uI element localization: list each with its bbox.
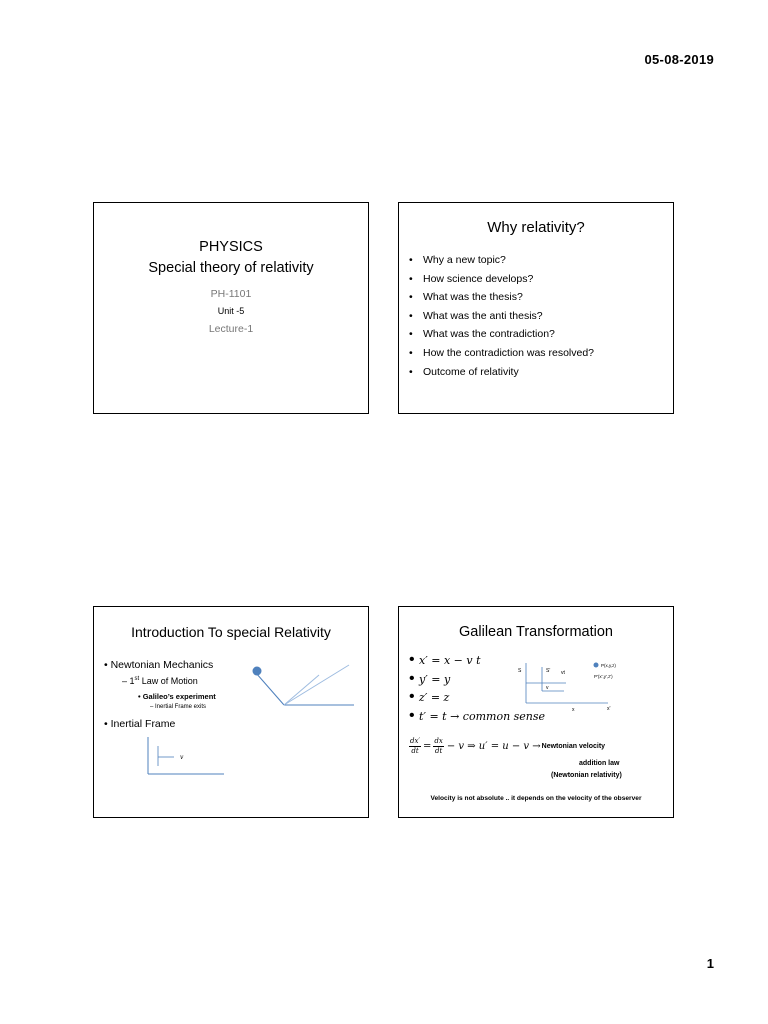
vt-label: vt bbox=[561, 670, 565, 676]
ramp-down-line bbox=[256, 673, 284, 705]
sub-bullet-inertial-exists: – Inertial Frame exits bbox=[150, 704, 207, 710]
derivation-rest: − v ⇒ u′ = u − v → bbox=[446, 741, 541, 752]
v-label: v bbox=[546, 685, 549, 691]
list-item: • What was the thesis? bbox=[405, 288, 594, 307]
inertial-frame-diagram bbox=[142, 734, 232, 779]
slide-intro-relativity bbox=[93, 606, 369, 818]
list-item: • How the contradiction was resolved? bbox=[405, 344, 594, 363]
slide-heading: Galilean Transformation bbox=[459, 624, 613, 640]
bullet-text: Newtonian Mechanics bbox=[110, 659, 214, 671]
slide-title-line1: PHYSICS bbox=[199, 239, 263, 255]
bullet-list bbox=[405, 251, 594, 381]
point-P-label: P(x,y,z) bbox=[601, 663, 616, 668]
lecture-label: Lecture-1 bbox=[208, 323, 254, 335]
equation-x: • x′ = x − v t bbox=[409, 651, 481, 668]
point-P-icon bbox=[594, 663, 599, 668]
slide-title-line2: Special theory of relativity bbox=[148, 260, 314, 276]
point-P-prime-label: P'(x',y',z') bbox=[594, 674, 613, 679]
slide-title bbox=[93, 202, 369, 414]
note-addition-law: addition law bbox=[579, 760, 620, 767]
ramp-up-line-1 bbox=[284, 675, 319, 705]
ramp-up-line-2 bbox=[284, 665, 349, 705]
page-date: 05-08-2019 bbox=[644, 52, 714, 67]
page-number: 1 bbox=[706, 956, 714, 971]
frame-S-label: S bbox=[518, 668, 522, 674]
frame-S-prime-label: S' bbox=[546, 668, 551, 674]
equation-t: • t′ = t → common sense bbox=[409, 706, 546, 724]
fraction-dx-dt: $\frac{dx}{dt}$ bbox=[434, 737, 443, 755]
equation-y: • y′ = y bbox=[409, 669, 451, 687]
slide-heading: Why relativity? bbox=[487, 219, 585, 236]
sub-bullet-galileo: • Galileo’s experiment bbox=[138, 692, 216, 701]
list-item: • What was the anti thesis? bbox=[405, 307, 594, 326]
list-item: • What was the contradiction? bbox=[405, 325, 594, 344]
frames-diagram bbox=[514, 657, 672, 717]
bullet-newtonian: • Newtonian Mechanics bbox=[104, 659, 214, 671]
list-item: • Why a new topic? bbox=[405, 251, 594, 270]
velocity-label: v bbox=[180, 754, 184, 761]
note-newtonian-velocity: Newtonian velocity bbox=[541, 743, 606, 750]
x-prime-label: x' bbox=[607, 706, 611, 712]
fraction-dxprime-dt: $\frac{dx'}{dt}$ bbox=[410, 737, 421, 755]
sub-bullet-first-law: – 1st Law of Motion bbox=[122, 676, 198, 686]
galileo-ramp-diagram bbox=[244, 659, 364, 719]
note-newtonian-relativity: (Newtonian relativity) bbox=[551, 772, 622, 779]
unit-label: Unit -5 bbox=[217, 306, 245, 316]
velocity-derivation: $\frac{dx'}{dt}$ = $\frac{dx}{dt}$ − v ⇒ u′ = u − v → Newtonian velocity bbox=[410, 737, 606, 755]
footer-note: Velocity is not absolute .. it depends on the velocity of the observer bbox=[430, 795, 642, 802]
course-code: PH-1101 bbox=[210, 288, 252, 300]
slide-why-relativity bbox=[398, 202, 674, 414]
slide-galilean-transformation bbox=[398, 606, 674, 818]
list-item: • Outcome of relativity bbox=[405, 363, 594, 382]
list-item: • How science develops? bbox=[405, 270, 594, 289]
bullet-inertial-frame: • Inertial Frame bbox=[104, 718, 176, 730]
x-label: x bbox=[572, 707, 575, 713]
slide-heading: Introduction To special Relativity bbox=[131, 624, 331, 640]
equation-z: • z′ = z bbox=[409, 688, 450, 705]
